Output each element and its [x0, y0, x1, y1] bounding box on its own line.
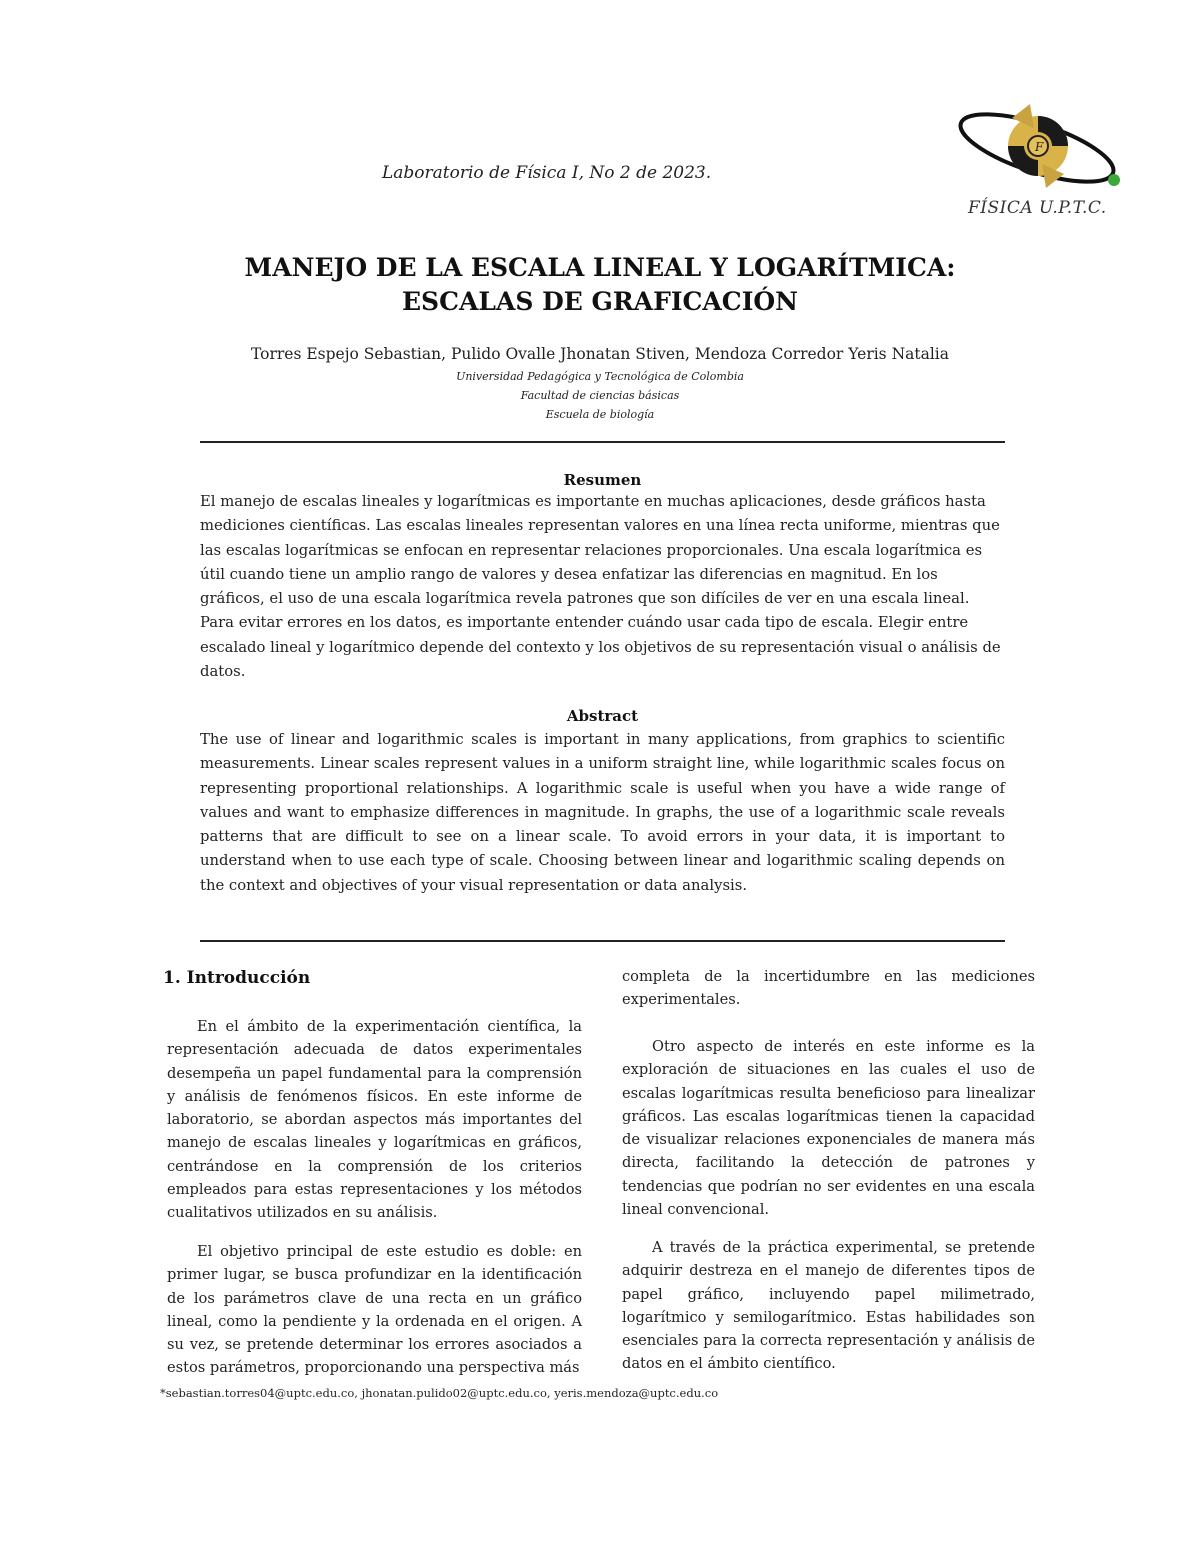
- author-emails-footnote: *sebastian.torres04@uptc.edu.co, jhonatan.pulido02@uptc.edu.co, yeris.mendoza@uptc.edu.co: [160, 1386, 719, 1400]
- intro-left-paragraph: En el ámbito de la experimentación científica, la representación adecuada de datos experimentales desempeña un papel fundamental para la comprensión y análisis de fenómenos físicos. En este informe de laboratorio, se abordan aspectos más importantes del manejo de escalas lineales y logarítmicas en gráficos, centrándose en la comprensión de los criterios empleados para estas representaciones y los métodos cualitativos utilizados en su análisis.: [167, 1018, 582, 1222]
- intro-left-paragraph: El objetivo principal de este estudio es doble: en primer lugar, se busca profundizar en la identificación de los parámetros clave de una recta en un gráfico lineal, como la pendiente y la ordenada en el origen. A su vez, se pretende determinar los errores asociados a estos parámetros, proporcionando una perspectiva más: [167, 1243, 582, 1377]
- affiliation-faculty: Facultad de ciencias básicas: [520, 389, 680, 402]
- intro-right-paragraph: completa de la incertidumbre en las mediciones experimentales.: [622, 968, 1035, 1009]
- paper-title-line-2: ESCALAS DE GRAFICACIÓN: [401, 287, 799, 316]
- affiliation-university: Universidad Pedagógica y Tecnológica de Colombia: [456, 370, 744, 383]
- svg-text:F: F: [1035, 140, 1044, 154]
- introduction-heading: 1. Introducción: [163, 968, 311, 988]
- resumen-heading: Resumen: [563, 471, 642, 489]
- divider-bottom: [200, 940, 1005, 942]
- logo-caption: FÍSICA U.P.T.C.: [968, 198, 1107, 218]
- abstract-text: The use of linear and logarithmic scales is important in many applications, from graphics to scientific measurements. Linear scales represent values in a uniform straight line, while logarithmic scales focus on representing proportional relationships. A logarithmic scale is useful when you have a wide range of values and want to emphasize differences in magnitude. In graphs, the use of a logarithmic scale reveals patterns that are difficult to see on a linear scale. To avoid errors in your data, it is important to understand when to use each type of scale. Choosing between linear and logarithmic scaling depends on the context and objectives of your visual representation or data analysis.: [200, 731, 1005, 894]
- resumen-text: El manejo de escalas lineales y logarítmicas es importante en muchas aplicaciones, desde gráficos hasta mediciones científicas. Las escalas lineales representan valores en una línea recta uniforme, mientras que las escalas logarítmicas se enfocan en representar relaciones proporcionales. Una escala logarítmica es útil cuando tiene un amplio rango de valores y desea enfatizar las diferencias en magnitud. En los gráficos, el uso de una escala logarítmica revela patrones que son difíciles de ver en una escala lineal. Para evitar errores en los datos, es importante entender cuándo usar cada tipo de escala. Elegir entre escalado lineal y logarítmico depende del contexto y los objetivos de su representación visual o análisis de datos.: [200, 493, 1001, 681]
- authors: Torres Espejo Sebastian, Pulido Ovalle Jhonatan Stiven, Mendoza Corredor Yeris Natalia: [251, 345, 949, 363]
- paper-title-line-1: MANEJO DE LA ESCALA LINEAL Y LOGARÍTMICA:: [244, 253, 956, 282]
- intro-right-paragraph: Otro aspecto de interés en este informe es la exploración de situaciones en las cuales el uso de escalas logarítmicas resulta beneficioso para linealizar gráficos. Las escalas logarítmicas tienen la capacidad de visualizar relaciones exponenciales de manera más directa, facilitando la detección de patrones y tendencias que podrían no ser evidentes en una escala lineal convencional.: [622, 1038, 1035, 1219]
- intro-right-paragraph: A través de la práctica experimental, se pretende adquirir destreza en el manejo de diferentes tipos de papel gráfico, incluyendo papel milimetrado, logarítmico y semilogarítmico. Estas habilidades son esenciales para la correcta representación y análisis de datos en el ámbito científico.: [622, 1239, 1035, 1373]
- divider-top: [200, 441, 1005, 443]
- journal-line: Laboratorio de Física I, No 2 de 2023.: [382, 163, 712, 183]
- affiliation-school: Escuela de biología: [545, 408, 655, 421]
- abstract-heading: Abstract: [566, 707, 639, 725]
